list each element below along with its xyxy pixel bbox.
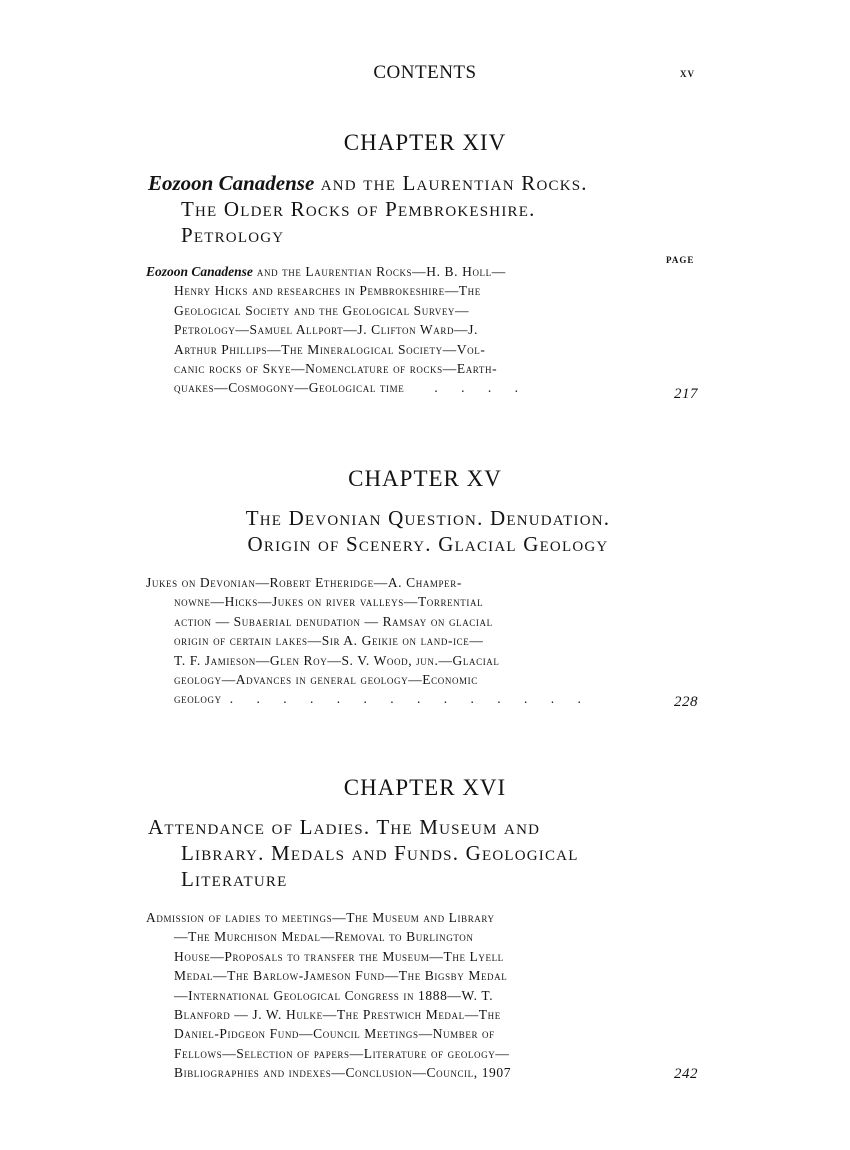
- running-head: [0, 62, 850, 84]
- heading-line: Eozoon Canadense and the Laurentian Rocks.: [148, 171, 588, 195]
- summary-line: Fellows—Selection of papers—Literature of geology—: [174, 1045, 510, 1061]
- summary-line: —The Murchison Medal—Removal to Burlington: [174, 929, 474, 945]
- summary-line: Medal—The Barlow-Jameson Fund—The Bigsby Medal: [174, 968, 508, 984]
- chapter-xiv-summary: [146, 262, 666, 398]
- dot-leader: . . . . . . . . . . . . . .: [229, 691, 591, 707]
- summary-line: Geological Society and the Geological Survey—: [174, 302, 470, 318]
- dot-leader: . . . .: [434, 380, 528, 396]
- page-column-label: PAGE: [666, 255, 695, 265]
- chapter-xv-page-number: 228: [674, 694, 698, 710]
- heading-line: Literature: [181, 867, 288, 891]
- chapter-xvi-summary: [146, 908, 666, 1083]
- summary-line: Jukes on Devonian—Robert Etheridge—A. Champer-: [146, 575, 462, 590]
- chapter-xv-summary: [146, 573, 666, 709]
- summary-line: origin of certain lakes—Sir A. Geikie on land-ice—: [174, 633, 484, 649]
- summary-line: Daniel-Pidgeon Fund—Council Meetings—Number of: [174, 1026, 495, 1042]
- summary-line: canic rocks of Skye—Nomenclature of rocks—Earth-: [174, 361, 498, 377]
- heading-italic: Eozoon Canadense: [148, 171, 315, 195]
- summary-line: quakes—Cosmogony—Geological time . . . .: [174, 380, 528, 396]
- heading-line: The Older Rocks of Pembrokeshire.: [181, 197, 536, 221]
- chapter-xiv-page-number: 217: [674, 386, 698, 402]
- chapter-xvi-title: CHAPTER XVI: [343, 775, 507, 800]
- summary-line: Petrology—Samuel Allport—J. Clifton Ward—J.: [174, 322, 478, 338]
- chapter-xvi-heading: [148, 814, 688, 892]
- chapter-xvi-page-number: 242: [674, 1066, 698, 1082]
- summary-line: Eozoon Canadense and the Laurentian Rocks—H. B. Holl—: [146, 264, 506, 279]
- chapter-xiv-title: CHAPTER XIV: [343, 130, 507, 155]
- summary-line: T. F. Jamieson—Glen Roy—S. V. Wood, jun.—Glacial: [174, 652, 500, 668]
- heading-line: Library. Medals and Funds. Geological: [181, 841, 579, 865]
- summary-line: Arthur Phillips—The Mineralogical Society—Vol-: [174, 341, 486, 357]
- chapter-xv-heading: [148, 505, 708, 557]
- running-title: CONTENTS: [373, 62, 477, 83]
- summary-line: Admission of ladies to meetings—The Museum and Library: [146, 910, 495, 925]
- summary-line: Blanford — J. W. Hulke—The Prestwich Medal—The: [174, 1007, 501, 1023]
- summary-line: Henry Hicks and researches in Pembrokeshire—The: [174, 283, 481, 299]
- summary-italic: Eozoon Canadense: [146, 264, 253, 279]
- summary-line: House—Proposals to transfer the Museum—The Lyell: [174, 948, 504, 964]
- summary-line: geology—Advances in general geology—Economic: [174, 672, 478, 688]
- chapter-xv-title: CHAPTER XV: [348, 466, 502, 491]
- heading-line: Petrology: [181, 223, 285, 247]
- heading-line: The Devonian Question. Denudation.: [245, 506, 611, 530]
- page-folio: xv: [680, 65, 695, 80]
- heading-line: Attendance of Ladies. The Museum and: [148, 815, 541, 839]
- heading-line: Origin of Scenery. Glacial Geology: [247, 532, 609, 556]
- summary-line: geology . . . . . . . . . . . . . .: [174, 691, 591, 707]
- summary-line: nowne—Hicks—Jukes on river valleys—Torrential: [174, 594, 484, 610]
- summary-line: —International Geological Congress in 1888—W. T.: [174, 987, 494, 1003]
- summary-line: action — Subaerial denudation — Ramsay on glacial: [174, 613, 493, 629]
- chapter-xiv-heading: [148, 170, 668, 248]
- summary-line: Bibliographies and indexes—Conclusion—Council, 1907: [174, 1065, 512, 1081]
